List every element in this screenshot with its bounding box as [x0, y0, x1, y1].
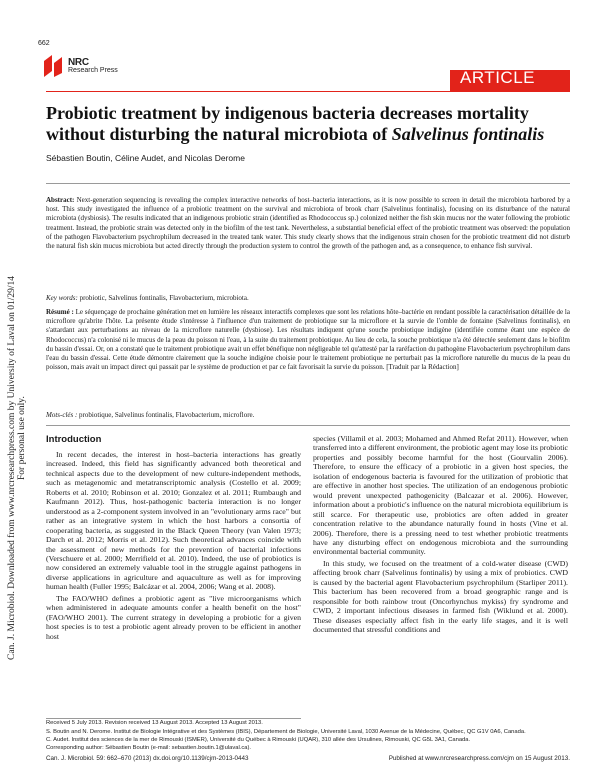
nrc-logo-icon: [44, 55, 64, 77]
abstract: [46, 196, 570, 251]
author-list: Sébastien Boutin, Céline Audet, and Nicolas Derome: [46, 153, 245, 163]
received-dates: Received 5 July 2013. Revision received 13 August 2013. Accepted 13 August 2013.: [46, 720, 263, 726]
logo-subtitle: Research Press: [68, 67, 118, 74]
mots-cles-label: Mots-clés :: [46, 411, 78, 419]
section-heading-introduction: Introduction: [46, 434, 102, 445]
published-online: Published at www.nrcresearchpress.com/cjm on 15 August 2013.: [388, 755, 570, 762]
logo-nrc-text: NRC: [68, 57, 89, 68]
body-column-left: [46, 450, 301, 643]
intro-paragraph-3: species (Villamil et al. 2003; Mohamed and Ahmed Refat 2011). However, when transferred into a different environment, the probiotic agent may lose its probiotic properties and possibly become harmful for the host (Gourvalin 2006). Therefore, to ensure the efficacy of a probiotic in a given host species, the isolation of endogenous bacteria is favoured for the utilization of probiotic that are effective in another host species. The utilization of an endogenous probiotic would prevent unexpected pathogenicity (Balcazar et al. 2006). However, information about a probiotic's influence on the natural microbiota equilibrium is still scarce. For therapeutic use, probiotics are often added in greater concentration relative to the abundance naturally found in hosts (Vine et al. 2006). Therefore, there is a pressing need to test whether probiotic treatments have any disturbing effect on endogenous microbiota and the surrounding environmental bacterial community.: [313, 434, 568, 557]
affiliation-audet: C. Audet. Institut des sciences de la mer de Rimouski (ISMER), Université du Québec à Rimouski (UQAR), 310 allée des Ursulines, Rimouski, QC G5L 3A1, Canada.: [46, 737, 471, 743]
intro-paragraph-2: The FAO/WHO defines a probiotic agent as "live microorganisms which when administered in adequate amounts confer a health benefit on the host" (FAO/WHO 2001). The current strategy in developing a probiotic for a given host species is to test a probiotic agent already proven to be efficient in another host: [46, 593, 301, 641]
resume-text: Le séquençage de prochaine génération met en lumière les réseaux interactifs complexes que sont les relations hôte–bactérie en rendant possible la caractérisation détaillée de la microflore qu'abrite l'hôte. La présente étude s'intéresse à l'influence d'un traitement de probiotique sur la microflore et la survie de l'omble de fontaine (Salvelinus fontinalis), en s'attardant aux perturbations au niveau de la microflore naturelle (dysbiose). Les résultats indiquent qu'une souche probiotique indigène (identifiée comme étant une espèce de Rhodococcus) n'a colonisé ni le mucus de la peau du poisson ni l'eau, à la suite du traitement probiotique. Au lieu de cela, la souche probiotique n'a été détectée seulement dans le biofilm du bassin d'essai. Or, on a constaté que le traitement probiotique avait un effet bénéfique non négligeable tel qu'attesté par la raréfaction du pathogène Flavobacterium psychrophilum dans l'eau du bassin d'essai. Cette étude démontre clairement que la souche indigène choisie pour le traitement probiotique ne perturbait pas la microflore naturelle du mucus de la peau du poisson, mais avait un impact direct qui passait par le système de production et par ce fait favorisait la survie du poisson. [Traduit par la Rédaction]: [46, 308, 570, 372]
affiliation-boutin-derome: S. Boutin and N. Derome. Institut de Biologie Intégrative et des Systèmes (IBIS), Département de Biologie, Université Laval, 1030 Avenue de la Médecine, Québec, QC G1V 0A6, Canada.: [46, 729, 526, 735]
keywords: [46, 294, 570, 303]
intro-paragraph-4: In this study, we focused on the treatment of a cold-water disease (CWD) affecting brook charr (Salvelinus fontinalis) by using a mix of probiotics. CWD is caused by the bacterial agent Flavobacterium psychrophilum (Starliper 2011). This bacterium has been recovered from a broad geographic range and is responsible for both rainbow trout (Oncorhynchus mykiss) fry syndrome and CWD, 2 important infectious diseases in farmed fish (Wiklund et al. 2000). These diseases especially affect fish in the early life stages, and it is well documented that stressful conditions and: [313, 558, 568, 635]
sidebar-personal-use: For personal use only.: [17, 396, 27, 480]
sidebar-download-text: Can. J. Microbiol. Downloaded from www.nrcresearchpress.com by University of Laval on 01/29/14: [7, 275, 17, 660]
resume: [46, 308, 570, 372]
abstract-top-rule: [46, 183, 570, 184]
body-column-right: [313, 434, 568, 637]
footnote-rule: [46, 718, 301, 719]
page-title: [46, 103, 566, 145]
keywords-text: probiotic, Salvelinus fontinalis, Flavobacterium, microbiota.: [77, 294, 249, 302]
abstract-text: Next-generation sequencing is revealing the complex interactive networks of host–bacteria interactions, as it is now possible to screen in detail the microbiota harbored by a host. This study investigated the influence of a probiotic treatment on the survival and microbiota of brook charr (Salvelinus fontinalis), focusing on its disturbance of the natural microbiota (dysbiosis). The results indicated that an indigenous probiotic strain (identified as Rhodococcus sp.) colonized neither the fish skin mucus nor the water following the probiotic treatment. Instead, the probiotic strain was detected only in the biofilm of the test tank. Nevertheless, a substantial beneficial effect of the probiotic treatment was observed: the population of the pathogen Flavobacterium psychrophilum decreased in the treated tank water. This study clearly shows that the indigenous strain chosen for the probiotic treatment did not disturb the natural fish skin mucus microbiota but acted directly through the production system to control the growth of the pathogen and, as a consequence, to enhance fish survival.: [46, 196, 570, 251]
download-sidebar: [0, 0, 30, 776]
mots-cles-text: probiotique, Salvelinus fontinalis, Flavobacterium, microflore.: [77, 411, 255, 419]
corresponding-author: Corresponding author: Sébastien Boutin (e-mail: sebastien.boutin.1@ulaval.ca).: [46, 745, 252, 751]
article-label: ARTICLE: [460, 68, 535, 87]
title-species: Salvelinus fontinalis: [391, 124, 545, 144]
keywords-label: Key words:: [46, 294, 78, 302]
intro-paragraph-1: In recent decades, the interest in host–bacteria interactions has greatly increased. Indeed, this field has significantly advanced both theoretical and technical aspects due to the development of new culture-independent methods, such as metagenomic and metatranscriptomic analysis (Costello et al. 2009; Roberts et al. 2010; Robinson et al. 2010; Gonzalez et al. 2011; Rumbaugh and Kaufmann 2012). Thus, host-pathogenic bacteria interaction is no longer understood as a 2-component system involved in an "evolutionary arms race" but rather as an integrative system in which the host harbors a consortia of cooperating bacteria, as suggested in the Black Queen Theory (van Valen 1973; Darch et al. 2012; Morris et al. 2012). Such theoretical advances coincide with the assessment of new methods for the prevention of bacterial infections (Verschuere et al. 2000; Merrifield et al. 2010). Indeed, the use of probiotics is now considered an extremely valuable tool in the struggle against pathogens in diverse applications in agriculture and aquaculture as well as for improving human health (Fuller 1995; Balcázar et al. 2004, 2006; Wang et al. 2008).: [46, 450, 301, 592]
header-divider: [46, 91, 570, 92]
nrc-logo: [44, 55, 124, 79]
title-line-1: Probiotic treatment by indigenous bacteria decreases mortality: [46, 103, 529, 123]
abstract-label: Abstract:: [46, 196, 75, 204]
resume-label: Résumé :: [46, 308, 74, 316]
page-number: 662: [38, 40, 50, 47]
page-footer: [46, 755, 570, 762]
title-line-2: without disturbing the natural microbiota of: [46, 124, 392, 144]
mots-cles: [46, 411, 570, 420]
journal-citation[interactable]: Can. J. Microbiol. 59: 662–670 (2013) dx.doi.org/10.1139/cjm-2013-0443: [46, 755, 249, 762]
abstract-bottom-rule: [46, 425, 570, 426]
